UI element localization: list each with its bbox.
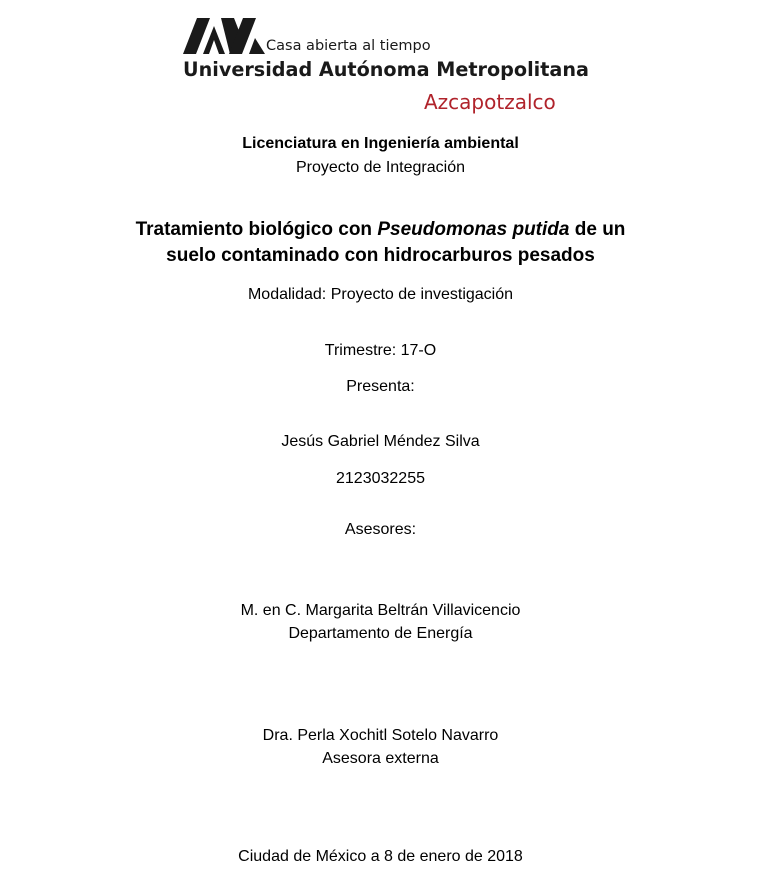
title-species: Pseudomonas putida (377, 219, 570, 240)
place-and-date: Ciudad de México a 8 de enero de 2018 (238, 848, 523, 865)
title-part-2: de un (569, 219, 626, 240)
university-header (0, 0, 761, 120)
student-id: 2123032255 (336, 470, 425, 487)
program-name: Licenciatura en Ingeniería ambiental (242, 135, 519, 152)
advisors-label: Asesores: (344, 521, 417, 538)
term: Trimestre: 17-O (324, 342, 437, 359)
uam-logo-icon (183, 18, 265, 54)
university-tagline: Casa abierta al tiempo (266, 38, 431, 54)
presents-label: Presenta: (346, 378, 415, 395)
thesis-title-line-2: suelo contaminado con hidrocarburos pesados (166, 245, 595, 266)
student-name: Jesús Gabriel Méndez Silva (281, 433, 480, 450)
title-part-1: Tratamiento biológico con (135, 219, 378, 240)
project-type: Proyecto de Integración (296, 159, 465, 176)
modality: Modalidad: Proyecto de investigación (247, 286, 514, 303)
advisor-1-name: M. en C. Margarita Beltrán Villavicencio (240, 602, 521, 619)
advisor-2-role: Asesora externa (322, 750, 439, 767)
campus-name: Azcapotzalco (424, 90, 556, 114)
thesis-title-line-1 (0, 217, 761, 243)
advisor-2-name: Dra. Perla Xochitl Sotelo Navarro (262, 727, 499, 744)
university-name: Universidad Autónoma Metropolitana (183, 58, 589, 81)
advisor-1-role: Departamento de Energía (288, 625, 473, 642)
